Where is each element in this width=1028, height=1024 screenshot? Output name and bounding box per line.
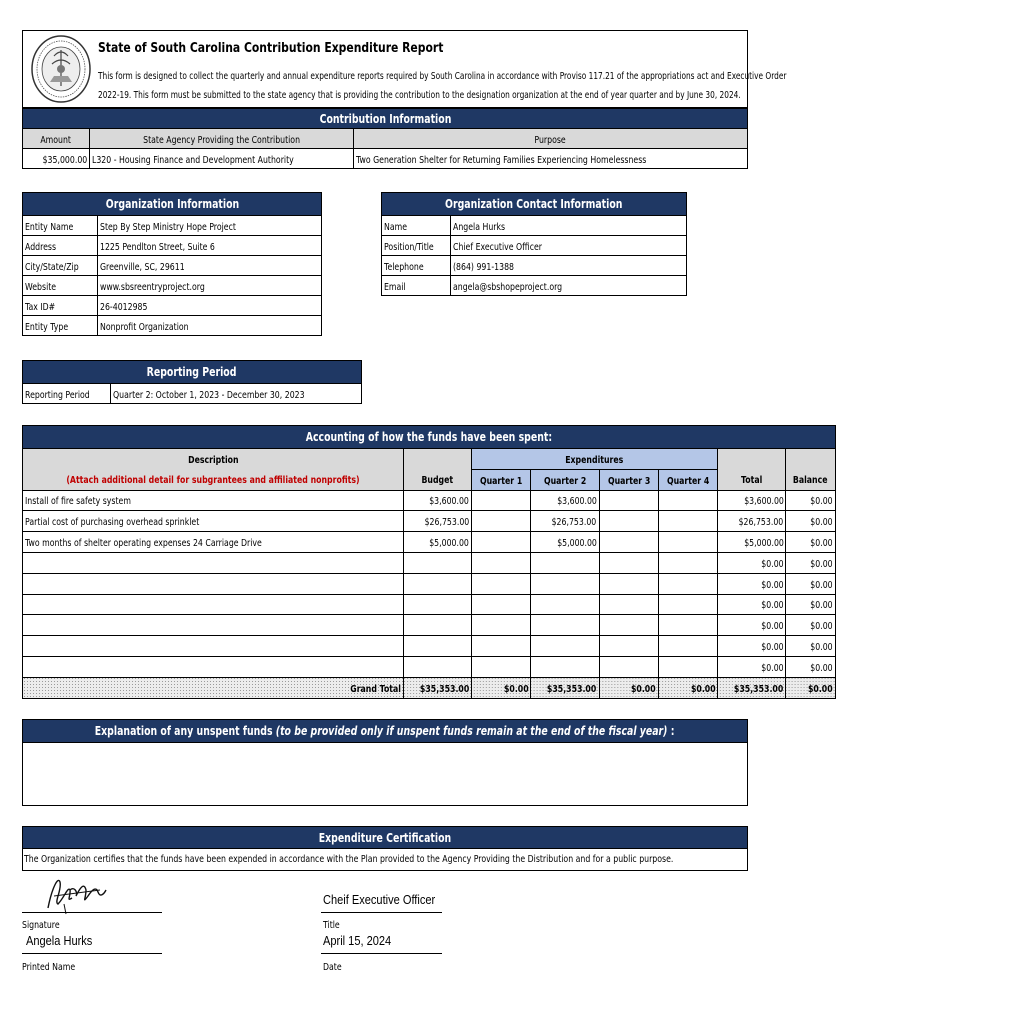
expenditure-q4: [658, 615, 717, 636]
grand-total-balance: $0.00: [786, 677, 835, 698]
expenditure-q1: [472, 594, 531, 615]
contact-email: angela@sbshopeproject.org: [450, 276, 686, 296]
expenditure-q1: [472, 615, 531, 636]
contribution-section-title: Contribution Information: [23, 109, 748, 129]
expenditure-row: [23, 490, 836, 511]
org-city-state-zip: Greenville, SC, 29611: [97, 256, 321, 276]
org-entity-type: Nonprofit Organization: [97, 316, 321, 336]
org-entity-name: Step By Step Ministry Hope Project: [97, 216, 321, 236]
expenditure-description: Install of fire safety system: [23, 490, 404, 511]
org-label: City/State/Zip: [23, 256, 98, 276]
expenditure-budget: [403, 594, 471, 615]
expenditure-balance: $0.00: [786, 636, 835, 657]
title-value: Cheif Executive Officer: [323, 892, 436, 907]
purpose-column-header: Purpose: [353, 129, 747, 149]
contact-label: Position/Title: [382, 236, 451, 256]
expenditure-row: [23, 573, 836, 594]
expenditure-q2: $5,000.00: [531, 532, 599, 553]
accounting-section-title: Accounting of how the funds have been spent:: [23, 426, 836, 449]
expenditure-q2: [531, 552, 599, 573]
reporting-period-table: [22, 360, 362, 404]
signature-label: Signature: [22, 920, 60, 931]
quarter-4-column-header: Quarter 4: [658, 469, 717, 490]
expenditure-total: $3,600.00: [718, 490, 786, 511]
org-tax-id: 26-4012985: [97, 296, 321, 316]
expenditure-q2: [531, 615, 599, 636]
expenditure-description: [23, 656, 404, 677]
contact-label: Email: [382, 276, 451, 296]
org-label: Entity Type: [23, 316, 98, 336]
expenditure-budget: [403, 615, 471, 636]
org-label: Entity Name: [23, 216, 98, 236]
printed-name-value: Angela Hurks: [26, 933, 93, 948]
expenditure-total: $0.00: [718, 656, 786, 677]
expenditure-q3: [599, 615, 658, 636]
expenditure-balance: $0.00: [786, 615, 835, 636]
expenditure-budget: $26,753.00: [403, 511, 471, 532]
org-address: 1225 Pendlton Street, Suite 6: [97, 236, 321, 256]
handwritten-signature: [40, 868, 110, 916]
expenditure-row: [23, 511, 836, 532]
contribution-table: [22, 108, 748, 169]
expenditure-q3: [599, 552, 658, 573]
expenditure-total: $5,000.00: [718, 532, 786, 553]
expenditure-budget: [403, 656, 471, 677]
reporting-period-section-title: Reporting Period: [23, 361, 362, 384]
certification-statement: The Organization certifies that the funds have been expended in accordance with the Plan provided to the Agency Providing the Distribution and for a public purpose.: [22, 849, 748, 871]
expenditure-budget: [403, 552, 471, 573]
expenditure-balance: $0.00: [786, 552, 835, 573]
expenditure-q3: [599, 511, 658, 532]
expenditure-q3: [599, 532, 658, 553]
title-label: Title: [323, 920, 340, 931]
reporting-period-label: Reporting Period: [23, 384, 111, 404]
expenditure-row: [23, 615, 836, 636]
contact-position: Chief Executive Officer: [450, 236, 686, 256]
expenditure-q3: [599, 490, 658, 511]
org-label: Tax ID#: [23, 296, 98, 316]
expenditure-description: [23, 615, 404, 636]
expenditure-q1: [472, 656, 531, 677]
expenditure-q2: [531, 656, 599, 677]
expenditure-description: [23, 552, 404, 573]
expenditure-q1: [472, 636, 531, 657]
date-value: April 15, 2024: [323, 933, 392, 948]
expenditure-q1: [472, 552, 531, 573]
unspent-title-suffix: :: [667, 724, 675, 738]
expenditure-balance: $0.00: [786, 573, 835, 594]
expenditure-budget: $3,600.00: [403, 490, 471, 511]
expenditure-q2: $3,600.00: [531, 490, 599, 511]
expenditure-q2: $26,753.00: [531, 511, 599, 532]
expenditure-total: $0.00: [718, 552, 786, 573]
expenditure-total: $0.00: [718, 615, 786, 636]
quarter-3-column-header: Quarter 3: [599, 469, 658, 490]
signature-line: [22, 912, 162, 913]
expenditure-row: [23, 636, 836, 657]
organization-section-title: Organization Information: [23, 193, 322, 216]
contact-name: Angela Hurks: [450, 216, 686, 236]
expenditure-q2: [531, 573, 599, 594]
state-seal-logo: [30, 34, 92, 104]
expenditure-budget: [403, 573, 471, 594]
contact-label: Name: [382, 216, 451, 236]
expenditure-balance: $0.00: [786, 594, 835, 615]
expenditure-description: Two months of shelter operating expenses 24 Carriage Drive: [23, 532, 404, 553]
expenditure-row: [23, 656, 836, 677]
budget-column-header: Budget: [403, 469, 471, 490]
expenditure-description: Partial cost of purchasing overhead sprinklet: [23, 511, 404, 532]
expenditure-budget: $5,000.00: [403, 532, 471, 553]
org-label: Website: [23, 276, 98, 296]
grand-total-q3: $0.00: [599, 677, 658, 698]
expenditure-budget: [403, 636, 471, 657]
expenditure-q4: [658, 552, 717, 573]
date-line: [321, 953, 442, 954]
expenditure-q3: [599, 573, 658, 594]
expenditure-q4: [658, 490, 717, 511]
agency-column-header: State Agency Providing the Contribution: [90, 129, 354, 149]
expenditure-row: [23, 594, 836, 615]
org-website: www.sbsreentryproject.org: [97, 276, 321, 296]
expenditure-total: $0.00: [718, 573, 786, 594]
expenditure-balance: $0.00: [786, 532, 835, 553]
report-description-line-2: 2022-19. This form must be submitted to the state agency that is providing the contribution to the designation organization at the end of year quarter and by June 30, 2024.: [98, 90, 741, 101]
expenditure-q1: [472, 511, 531, 532]
certification-header: Expenditure Certification: [22, 826, 748, 849]
expenditure-q2: [531, 636, 599, 657]
printed-name-label: Printed Name: [22, 962, 76, 973]
grand-total-label: Grand Total: [23, 677, 404, 698]
report-description-line-1: This form is designed to collect the quarterly and annual expenditure reports required by South Carolina in accordance with Proviso 117.21 of the appropriations act and Executive Order: [98, 71, 787, 82]
unspent-funds-explanation-field[interactable]: [22, 743, 748, 806]
attach-note: (Attach additional detail for subgrantees and affiliated nonprofits): [23, 469, 404, 490]
expenditures-header: Expenditures: [472, 449, 718, 470]
contact-info-table: [381, 192, 687, 296]
expenditure-description: [23, 594, 404, 615]
contact-telephone: (864) 991-1388: [450, 256, 686, 276]
grand-total-q2: $35,353.00: [531, 677, 599, 698]
amount-column-header: Amount: [23, 129, 90, 149]
expenditure-q1: [472, 532, 531, 553]
expenditure-balance: $0.00: [786, 490, 835, 511]
contribution-amount: $35,000.00: [23, 149, 90, 169]
grand-total-total: $35,353.00: [718, 677, 786, 698]
expenditure-total: $0.00: [718, 636, 786, 657]
contact-label: Telephone: [382, 256, 451, 276]
reporting-period-value: Quarter 2: October 1, 2023 - December 30, 2023: [110, 384, 361, 404]
expenditure-q4: [658, 573, 717, 594]
grand-total-q1: $0.00: [472, 677, 531, 698]
description-header: Description: [23, 449, 404, 470]
org-label: Address: [23, 236, 98, 256]
quarter-1-column-header: Quarter 1: [472, 469, 531, 490]
grand-total-budget: $35,353.00: [403, 677, 471, 698]
expenditure-row: [23, 552, 836, 573]
expenditure-q4: [658, 532, 717, 553]
accounting-table: [22, 425, 836, 699]
expenditure-balance: $0.00: [786, 511, 835, 532]
expenditure-total: $0.00: [718, 594, 786, 615]
expenditure-q4: [658, 511, 717, 532]
unspent-funds-header: [22, 719, 748, 743]
contribution-agency: L320 - Housing Finance and Development Authority: [90, 149, 354, 169]
quarter-2-column-header: Quarter 2: [531, 469, 599, 490]
contribution-purpose: Two Generation Shelter for Returning Families Experiencing Homelessness: [353, 149, 747, 169]
printed-name-line: [22, 953, 162, 954]
expenditure-q1: [472, 490, 531, 511]
date-label: Date: [323, 962, 342, 973]
report-title: State of South Carolina Contribution Expenditure Report: [98, 40, 444, 56]
organization-info-table: [22, 192, 322, 336]
unspent-title-italic: (to be provided only if unspent funds remain at the end of the fiscal year): [276, 724, 668, 738]
expenditure-q1: [472, 573, 531, 594]
expenditure-balance: $0.00: [786, 656, 835, 677]
expenditure-q3: [599, 594, 658, 615]
total-column-header: Total: [718, 469, 786, 490]
grand-total-q4: $0.00: [658, 677, 717, 698]
expenditure-description: [23, 636, 404, 657]
unspent-title-prefix: Explanation of any unspent funds: [95, 724, 277, 738]
title-line: [321, 912, 442, 913]
expenditure-q2: [531, 594, 599, 615]
expenditure-description: [23, 573, 404, 594]
expenditure-row: [23, 532, 836, 553]
expenditure-q4: [658, 636, 717, 657]
expenditure-q4: [658, 594, 717, 615]
expenditure-q4: [658, 656, 717, 677]
expenditure-total: $26,753.00: [718, 511, 786, 532]
balance-column-header: Balance: [786, 469, 835, 490]
expenditure-q3: [599, 636, 658, 657]
expenditure-q3: [599, 656, 658, 677]
contact-section-title: Organization Contact Information: [382, 193, 687, 216]
